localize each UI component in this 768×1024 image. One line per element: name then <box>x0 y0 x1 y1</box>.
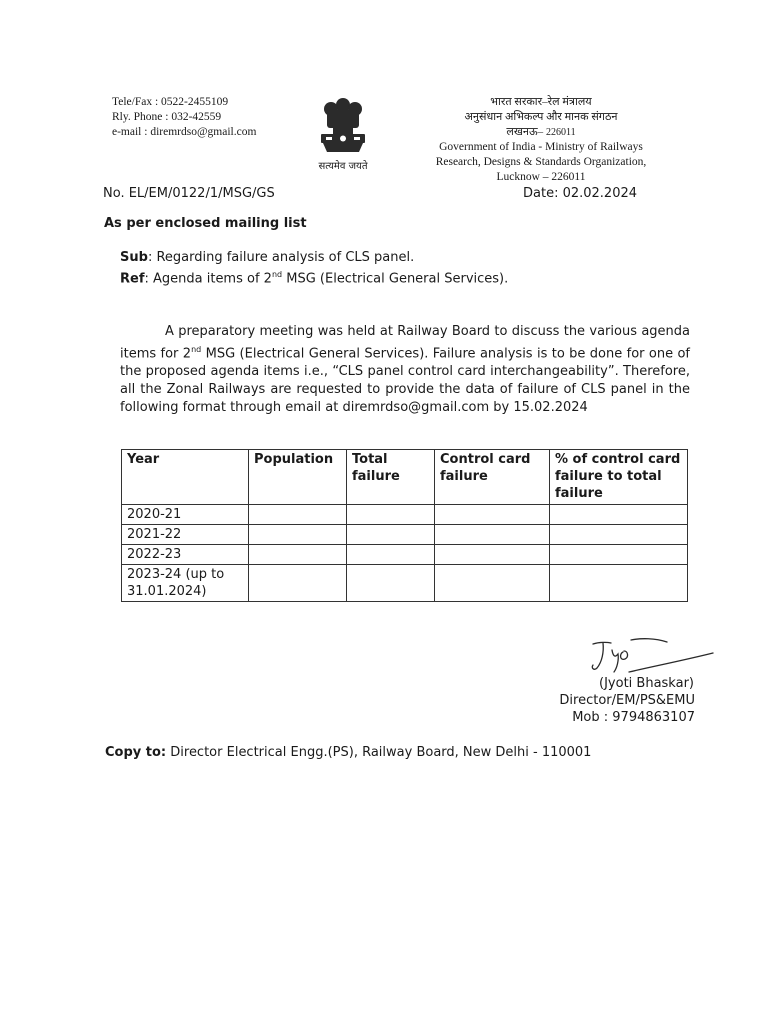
rly-phone: Rly. Phone : 032-42559 <box>112 111 222 123</box>
organization-block <box>410 95 672 185</box>
reference-text-a: : Agenda items of 2 <box>144 271 272 287</box>
table-cell <box>249 505 347 525</box>
table-header-row <box>122 450 688 505</box>
org-hindi-line2: अनुसंधान अभिकल्प और मानक संगठन <box>464 111 618 123</box>
subject-label: Sub <box>120 250 148 265</box>
org-hindi-line3-wrap <box>410 125 672 140</box>
copy-to-text: Director Electrical Engg.(PS), Railway Board, New Delhi - 110001 <box>166 745 592 760</box>
table-row <box>122 545 688 565</box>
failure-format-table <box>121 449 688 602</box>
para-text-b: MSG (Electrical General Services). Failure analysis is to be done for one of the proposed agenda items i.e., “CLS panel control card interchangeability”. Therefore, all the Zonal Railways are requested to provide the data of failure of CLS panel in the following format through email at diremrdso@gmail.com by 15.02.2024 <box>120 346 691 416</box>
org-hindi-line1: भारत सरकार–रेल मंत्रालय <box>490 96 592 108</box>
table-cell <box>550 525 688 545</box>
para-text-a: A preparatory meeting was held at Railway Board to discuss the various agenda items for 2 <box>120 324 690 362</box>
reference-sup: nd <box>271 270 283 279</box>
contact-email: e-mail : diremrdso@gmail.com <box>112 126 257 138</box>
header-population: Population <box>249 450 347 505</box>
org-eng-line2: Research, Designs & Standards Organization, <box>435 156 647 168</box>
table-cell <box>249 545 347 565</box>
table-cell <box>347 525 435 545</box>
table-cell <box>550 565 688 602</box>
subject-line <box>120 250 414 265</box>
reference-line <box>120 270 508 286</box>
national-emblem <box>306 96 380 172</box>
table-cell <box>435 505 550 525</box>
header-total-failure: Total failure <box>347 450 435 505</box>
table-cell <box>347 545 435 565</box>
table-row <box>122 505 688 525</box>
org-eng-line1: Government of India - Ministry of Railways <box>439 141 643 153</box>
reference-text-b: MSG (Electrical General Services). <box>282 271 509 287</box>
org-hindi-line3: लखनऊ– <box>506 126 544 138</box>
table-cell-year: 2022-23 <box>122 545 249 565</box>
body-paragraph <box>120 323 690 417</box>
mailing-list-line: As per enclosed mailing list <box>104 216 307 231</box>
tele-fax: Tele/Fax : 0522-2455109 <box>112 96 229 108</box>
table-cell <box>435 545 550 565</box>
table-cell <box>347 505 435 525</box>
copy-to-label: Copy to: <box>105 745 167 760</box>
reference-number: No. EL/EM/0122/1/MSG/GS <box>103 186 275 201</box>
para-sup: nd <box>191 345 202 354</box>
signatory-mobile: Mob : 9794863107 <box>572 710 695 725</box>
header-year: Year <box>122 450 249 505</box>
table-cell <box>435 565 550 602</box>
table-cell <box>550 545 688 565</box>
table-cell <box>249 565 347 602</box>
table-cell <box>347 565 435 602</box>
body-paragraph-text <box>120 323 690 417</box>
letter-date: Date: 02.02.2024 <box>523 186 638 201</box>
table-cell-year: 2023-24 (up to 31.01.2024) <box>122 565 249 602</box>
reference-label: Ref <box>120 271 145 287</box>
header-control-card-failure: Control card failure <box>435 450 550 505</box>
table-cell-year: 2020-21 <box>122 505 249 525</box>
org-hindi-pin: 226011 <box>545 127 576 138</box>
table-cell <box>550 505 688 525</box>
header-percent-failure: % of control card failure to total failure <box>550 450 688 505</box>
emblem-motto: सत्यमेव जयते <box>318 161 368 172</box>
contact-block <box>112 95 256 140</box>
table-cell <box>249 525 347 545</box>
org-eng-line3: Lucknow – 226011 <box>496 171 586 183</box>
signatory-designation: Director/EM/PS&EMU <box>559 693 695 708</box>
subject-text: : Regarding failure analysis of CLS panel. <box>147 250 415 265</box>
signatory-name: (Jyoti Bhaskar) <box>599 676 694 691</box>
table-cell <box>435 525 550 545</box>
table-cell-year: 2021-22 <box>122 525 249 545</box>
copy-to-line <box>105 745 591 760</box>
table-row <box>122 565 688 602</box>
table-row <box>122 525 688 545</box>
lion-capital-icon <box>313 96 373 154</box>
